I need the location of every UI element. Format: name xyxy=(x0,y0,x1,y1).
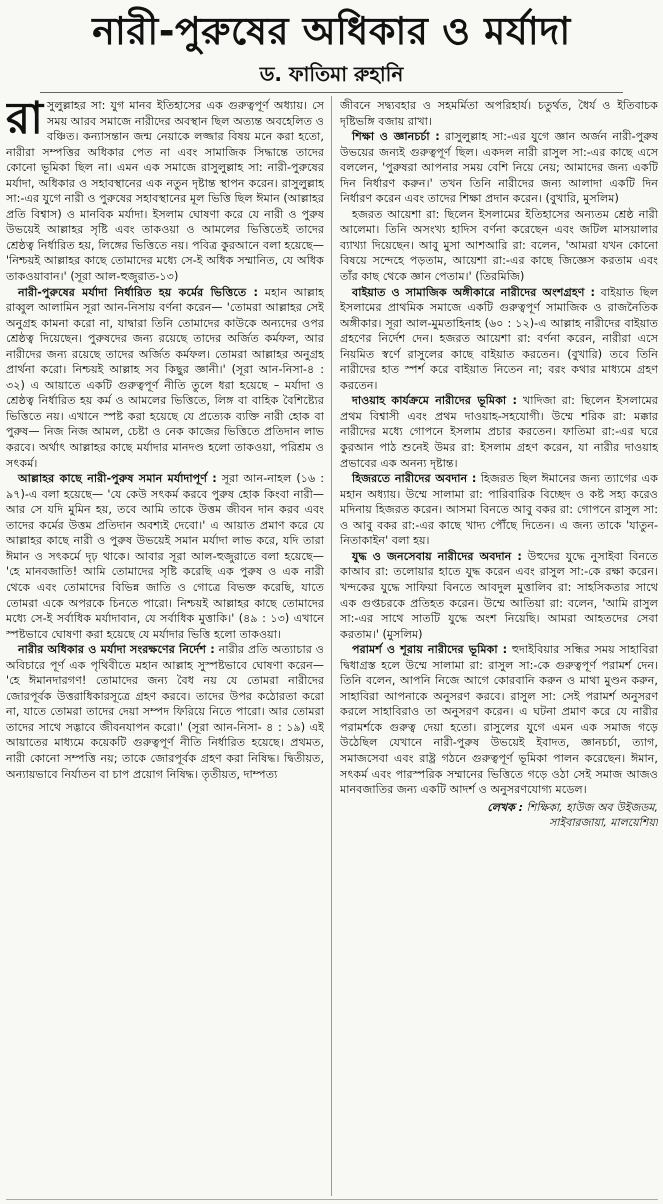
section-text: হুদাইবিয়ার সন্ধির সময় সাহাবিরা দ্বিধাগ্রস্ত হলে উম্মে সালামা রা: রাসুল সা:-কে গুরুত্বপূর্ণ পরামর্শ দেন। তিনি বলেন, আপনি নিজে আগে কোরবানি করুন ও মাথা মুণ্ডন করুন, সাহাবিরা আপনাকে অনুসরণ করবে। রাসুল সা: সেই পরামর্শ অনুসরণ করলে সাহাবিরাও তা অনুসরণ করেন। এ ঘটনা প্রমাণ করে যে নারীর পরামর্শকে গুরুত্ব দেয়া হতো। রাসুলের যুগে এমন এক সমাজ গড়ে উঠেছিল যেখানে নারী-পুরুষ উভয়েই ইবাদত, জ্ঞানচর্চা, ত্যাগ, সমাজসেবা এবং রাষ্ট্র গঠনে গুরুত্বপূর্ণ ভূমিকা পালন করেছেন। ঈমান, সৎকর্ম এবং পারস্পরিক সম্মানের ভিত্তিতে গড়ে ওঠা সেই সমাজ আজও মানবজাতির জন্য একটি আদর্শ ও অনুসরণযোগ্য মডেল। xyxy=(340,643,658,797)
credit-line-1: শিক্ষিকা, হাউজ অব উইজডম, xyxy=(526,800,658,814)
credit-line-2: সাইবারজায়া, মালয়েশিয়া xyxy=(549,815,658,829)
section-text: বাইয়াত ছিল ইসলামের প্রাথমিক সমাজে একটি গুরুত্বপূর্ণ সামাজিক ও রাজনৈতিক অঙ্গীকার। সূরা আল-মুমতাহিনাহ (৬০ : ১২)-এ আল্লাহ নারীদের বাইয়াত গ্রহণের নির্দেশ দেন। হজরত আয়েশা রা: বর্ণনা করেন, নারীরা এসে নিয়মিত স্বর্ণে রাসুলের কাছে বাইয়াত করতেন। (বুখারি) তবে তিনি নারীদের হাত স্পর্শ করে বাইয়াত নিতেন না; বরং কথার মাধ্যমে গ্রহণ করতেন। xyxy=(340,285,658,392)
article-author: ড. ফাতিমা রুহানি xyxy=(259,62,404,86)
author-credit xyxy=(340,800,658,830)
section-paragraph xyxy=(340,642,658,797)
section-heading: শিক্ষা ও জ্ঞানচর্চা : xyxy=(352,130,440,144)
section-heading: দাওয়াহ কার্যক্রমে নারীদের ভূমিকা : xyxy=(352,394,517,408)
section-heading: পরামর্শ ও শূরায় নারীদের ভূমিকা : xyxy=(352,643,508,657)
section-text: উহুদের যুদ্ধে নুসাইবা বিনতে কাআব রা: তলোয়ার হাতে যুদ্ধ করেন এবং রাসুল সা:-কে রক্ষা করেন। খন্দকের যুদ্ধে সাফিয়া বিনতে আবদুল মুত্তালিব রা: সাহসিকতার সাথে এক গুপ্তচরকে প্রতিহত করেন। উম্মে আতিয়া রা: বলেন, 'আমি রাসুল সা:-এর সাথে সাতটি যুদ্ধে অংশ নিয়েছি। আমরা আহতদের সেবা করতাম।' (মুসলিম) xyxy=(340,549,658,641)
header-rule xyxy=(40,92,623,93)
section-text: মহান আল্লাহ রাব্বুল আলামিন সূরা আন-নিসায় বর্ণনা করেন— 'তোমরা আল্লাহর সেই অনুগ্রহ কামনা করো না, যাদ্বারা তিনি তোমাদের কাউকে অন্যদের ওপর শ্রেষ্ঠত্ব দিয়েছেন। পুরুষদের জন্য রয়েছে তাদের অর্জিত কর্মফল, আর নারীদের জন্য রয়েছে তাদের অর্জিত কর্মফল। তোমরা আল্লাহর অনুগ্রহ প্রার্থনা করো। নিশ্চয়ই আল্লাহ সব কিছুর জ্ঞানী।' (সূরা আন-নিসা-৪ : ৩২) এ আয়াতে একটি গুরুত্বপূর্ণ নীতি তুলে ধরা হয়েছে – মর্যাদা ও শ্রেষ্ঠত্ব নির্ধারিত হয় কর্ম ও আমলের ভিত্তিতে, লিঙ্গ বা বাহিক বৈশিষ্ট্যের ভিত্তিতে নয়। এখানে স্পষ্ট করা হয়েছে যে প্রত্যেক ব্যক্তি নারী হোক বা পুরুষ— নিজ নিজ আমল, চেষ্টা ও নেক কাজের ভিত্তিতে প্রতিদান লাভ করবে। অর্থাৎ আল্লাহর কাছে মর্যাদার মানদণ্ড হলো তাকওয়া, পরিশ্রম ও সৎকর্ম। xyxy=(6,285,324,470)
credit-label: লেখক : xyxy=(487,800,524,814)
section-paragraph xyxy=(340,471,658,549)
intro-text: সুলুল্লাহর সা: যুগ মানব ইতিহাসের এক গুরুত্বপূর্ণ অধ্যায়। সে সময় আরব সমাজে নারীদের অবস্থান ছিল অত্যন্ত অবহেলিত ও বঞ্চিত। কন্যাসন্তান জন্ম নেয়াকে লজ্জার বিষয় মনে করা হতো, নারীরা সম্পত্তির অধিকার পেত না এবং সামাজিক সিদ্ধান্তে তাদের কোনো ভূমিকা ছিল না। এমন এক সমাজে রাসুলুল্লাহ সা: নারী-পুরুষের মর্যাদা, অধিকার ও সহাবস্থানের এক নতুন দৃষ্টান্ত স্থাপন করেন। রাসুলুল্লাহ সা:-এর যুগে নারী ও পুরুষের সহাবস্থানের মূল ভিত্তি ছিল ঈমান (আল্লাহর প্রতি বিশ্বাস) ও মানবিক মর্যাদা। ইসলাম ঘোষণা করে যে নারী ও পুরুষ উভয়েই আল্লাহর সৃষ্টি এবং তাকওয়া ও আমলের ভিত্তিতেই তাদের শ্রেষ্ঠত্ব নির্ধারিত হয়, লিঙ্গের ভিত্তিতে নয়। পবিত্র কুরআনে বলা হয়েছে— 'নিশ্চয়ই আল্লাহর কাছে তোমাদের মধ্যে সে-ই অধিক সম্মানিত, যে অধিক তাকওয়াবান।' (সূরা আল-হুজুরাত-১৩) xyxy=(6,99,324,284)
intro-paragraph xyxy=(6,98,324,285)
left-column xyxy=(6,98,324,1200)
section-text: নারীর প্রতি অত্যাচার ও অবিচারে পূর্ণ এক পৃথিবীতে মহান আল্লাহ সুস্পষ্টভাবে ঘোষণা করেন— 'হে ঈমানদারগণ! তোমাদের জন্য বৈধ নয় যে তোমরা নারীদের জোরপূর্বক উত্তরাধিকারসূত্রে গ্রহণ করবে। তাদের উপর কঠোরতা করো না, যাতে তোমরা তাদের দেয়া সম্পদ ফিরিয়ে নিতে পারো। আর তোমরা তাদের সাথে সদ্ভাবে জীবনযাপন করো।' (সূরা আন-নিসা- ৪ : ১৯) এই আয়াতের মাধ্যমে কয়েকটি গুরুত্বপূর্ণ নীতি নির্ধারিত হয়েছে। প্রথমত, নারী কোনো সম্পত্তি নয়; তাকে জোরপূর্বক গ্রহণ করা নিষিদ্ধ। দ্বিতীয়ত, অন্যায়ভাবে নির্যাতন বা চাপ প্রয়োগ নিষিদ্ধ। তৃতীয়ত, দাম্পত্য xyxy=(6,643,324,781)
section-text: রাসুলুল্লাহ সা:-এর যুগে জ্ঞান অর্জন নারী-পুরুষ উভয়ের জন্যই গুরুত্বপূর্ণ ছিল। একদল নারী রাসুল সা:-এর কাছে এসে বললেন, 'পুরুষরা আপনার সময় বেশি নিয়ে নেয়; আমাদের জন্য একটি দিন নির্ধারণ করুন।' তখন তিনি নারীদের জন্য আলাদা একটি দিন নির্ধারণ করেন এবং তাদের শিক্ষা প্রদান করেন। (বুখারি, মুসলিম) xyxy=(340,130,658,206)
article-title: নারী-পুরুষের অধিকার ও মর্যাদা xyxy=(92,9,571,53)
section-paragraph xyxy=(340,393,658,471)
section-text: খাদিজা রা: ছিলেন ইসলামের প্রথম বিশ্বাসী এবং প্রথম দাওয়াহ-সহযোগী। উম্মে শরিক রা: মক্কার নারীদের মধ্যে গোপনে ইসলাম প্রচার করতেন। ফাতিমা রা:-এর ঘরে কুরআন পাঠ শুনেই উমর রা: ইসলাম গ্রহণ করেন, যা নারীর দাওয়াহ প্রভাবের এক অনন্য দৃষ্টান্ত। xyxy=(340,394,658,470)
right-column xyxy=(340,98,658,1200)
column-divider xyxy=(331,96,332,1196)
section-text: হজরত আয়েশা রা: ছিলেন ইসলামের ইতিহাসের অন্যতম শ্রেষ্ঠ নারী আলেমা। তিনি অসংখ্য হাদিস বর্ণনা করেছেন এবং জটিল মাসয়ালার ব্যাখ্যা দিয়েছেন। আবু মুসা আশআরি রা: বলেন, 'আমরা যখন কোনো বিষয়ে সন্দেহে পড়তাম, আয়েশা রা:-এর কাছে জিজ্ঞেস করতাম এবং তাঁর কাছ থেকে জ্ঞান পেতাম।' (তিরমিজি) xyxy=(340,207,658,284)
section-text: সূরা আন-নাহল (১৬ : ৯৭)-এ বলা হয়েছে— 'যে কেউ সৎকর্ম করবে পুরুষ হোক কিংবা নারী— আর সে যদি মুমিন হয়, তবে আমি তাকে উত্তম জীবন দান করব এবং তাদের কর্মের উত্তম প্রতিদান অবশ্যই দেবো।' এ আয়াত প্রমাণ করে যে আল্লাহর কাছে নারী ও পুরুষ উভয়েই সমান মর্যাদা লাভ করে, যদি তারা ঈমান ও সৎকর্মে দৃঢ় থাকে। আবার সূরা আল-হুজুরাতে বলা হয়েছে— 'হে মানবজাতি! আমি তোমাদের সৃষ্টি করেছি এক পুরুষ ও এক নারী থেকে এবং তোমাদের বিভিন্ন জাতি ও গোত্রে বিভক্ত করেছি, যাতে তোমরা একে অপরকে চিনতে পারো। নিশ্চয়ই আল্লাহর কাছে তোমাদের মধ্যে সে-ই সর্বাধিক মর্যাদাবান, যে সর্বাধিক মুত্তাকি।' (৪৯ : ১৩) এখানে স্পষ্টভাবে ঘোষণা করা হয়েছে যে মর্যাদার ভিত্তি হলো তাকওয়া। xyxy=(6,472,324,641)
section-paragraph xyxy=(340,129,658,207)
section-text: হিজরত ছিল ঈমানের জন্য ত্যাগের এক মহান অধ্যায়। উম্মে সালামা রা: পারিবারিক বিচ্ছেদ ও কষ্ট সহ্য করেও মদিনায় হিজরত করেন। আসমা বিনতে আবু বকর রা: গোপনে রাসুল সা: ও আবু বকর রা:-এর কাছে খাদ্য পৌঁছে দিতেন। এ জন্য তাকে 'যাতুন-নিতাকাইন' বলা হয়। xyxy=(340,472,658,548)
section-paragraph xyxy=(340,549,658,642)
section-paragraph xyxy=(6,642,324,782)
section-heading: হিজরতে নারীদের অবদান : xyxy=(352,472,477,486)
section-paragraph xyxy=(6,471,324,642)
footer-rule xyxy=(6,1199,658,1200)
section-paragraph xyxy=(340,207,658,285)
section-heading: নারীর অধিকার ও মর্যাদা সংরক্ষণের নির্দেশ : xyxy=(18,643,215,657)
section-paragraph xyxy=(6,285,324,472)
section-paragraph xyxy=(340,285,658,394)
section-heading: নারী-পুরুষের মর্যাদা নির্ধারিত হয় কর্মের ভিত্তিতে : xyxy=(18,285,258,299)
section-heading: আল্লাহর কাছে নারী-পুরুষ সমান মর্যাদাপূর্ণ : xyxy=(18,472,217,486)
drop-cap: রা xyxy=(6,98,43,144)
section-heading: যুদ্ধ ও জনসেবায় নারীদের অবদান : xyxy=(352,549,522,563)
continued-paragraph: জীবনে সদ্ব্যবহার ও সহমর্মিতা অপরিহার্য। চতুর্থত, ধৈর্য ও ইতিবাচক দৃষ্টিভঙ্গি বজায় রাখা। xyxy=(340,99,658,128)
section-heading: বাইয়াত ও সামাজিক অঙ্গীকারে নারীদের অংশগ্রহণ : xyxy=(352,285,595,299)
